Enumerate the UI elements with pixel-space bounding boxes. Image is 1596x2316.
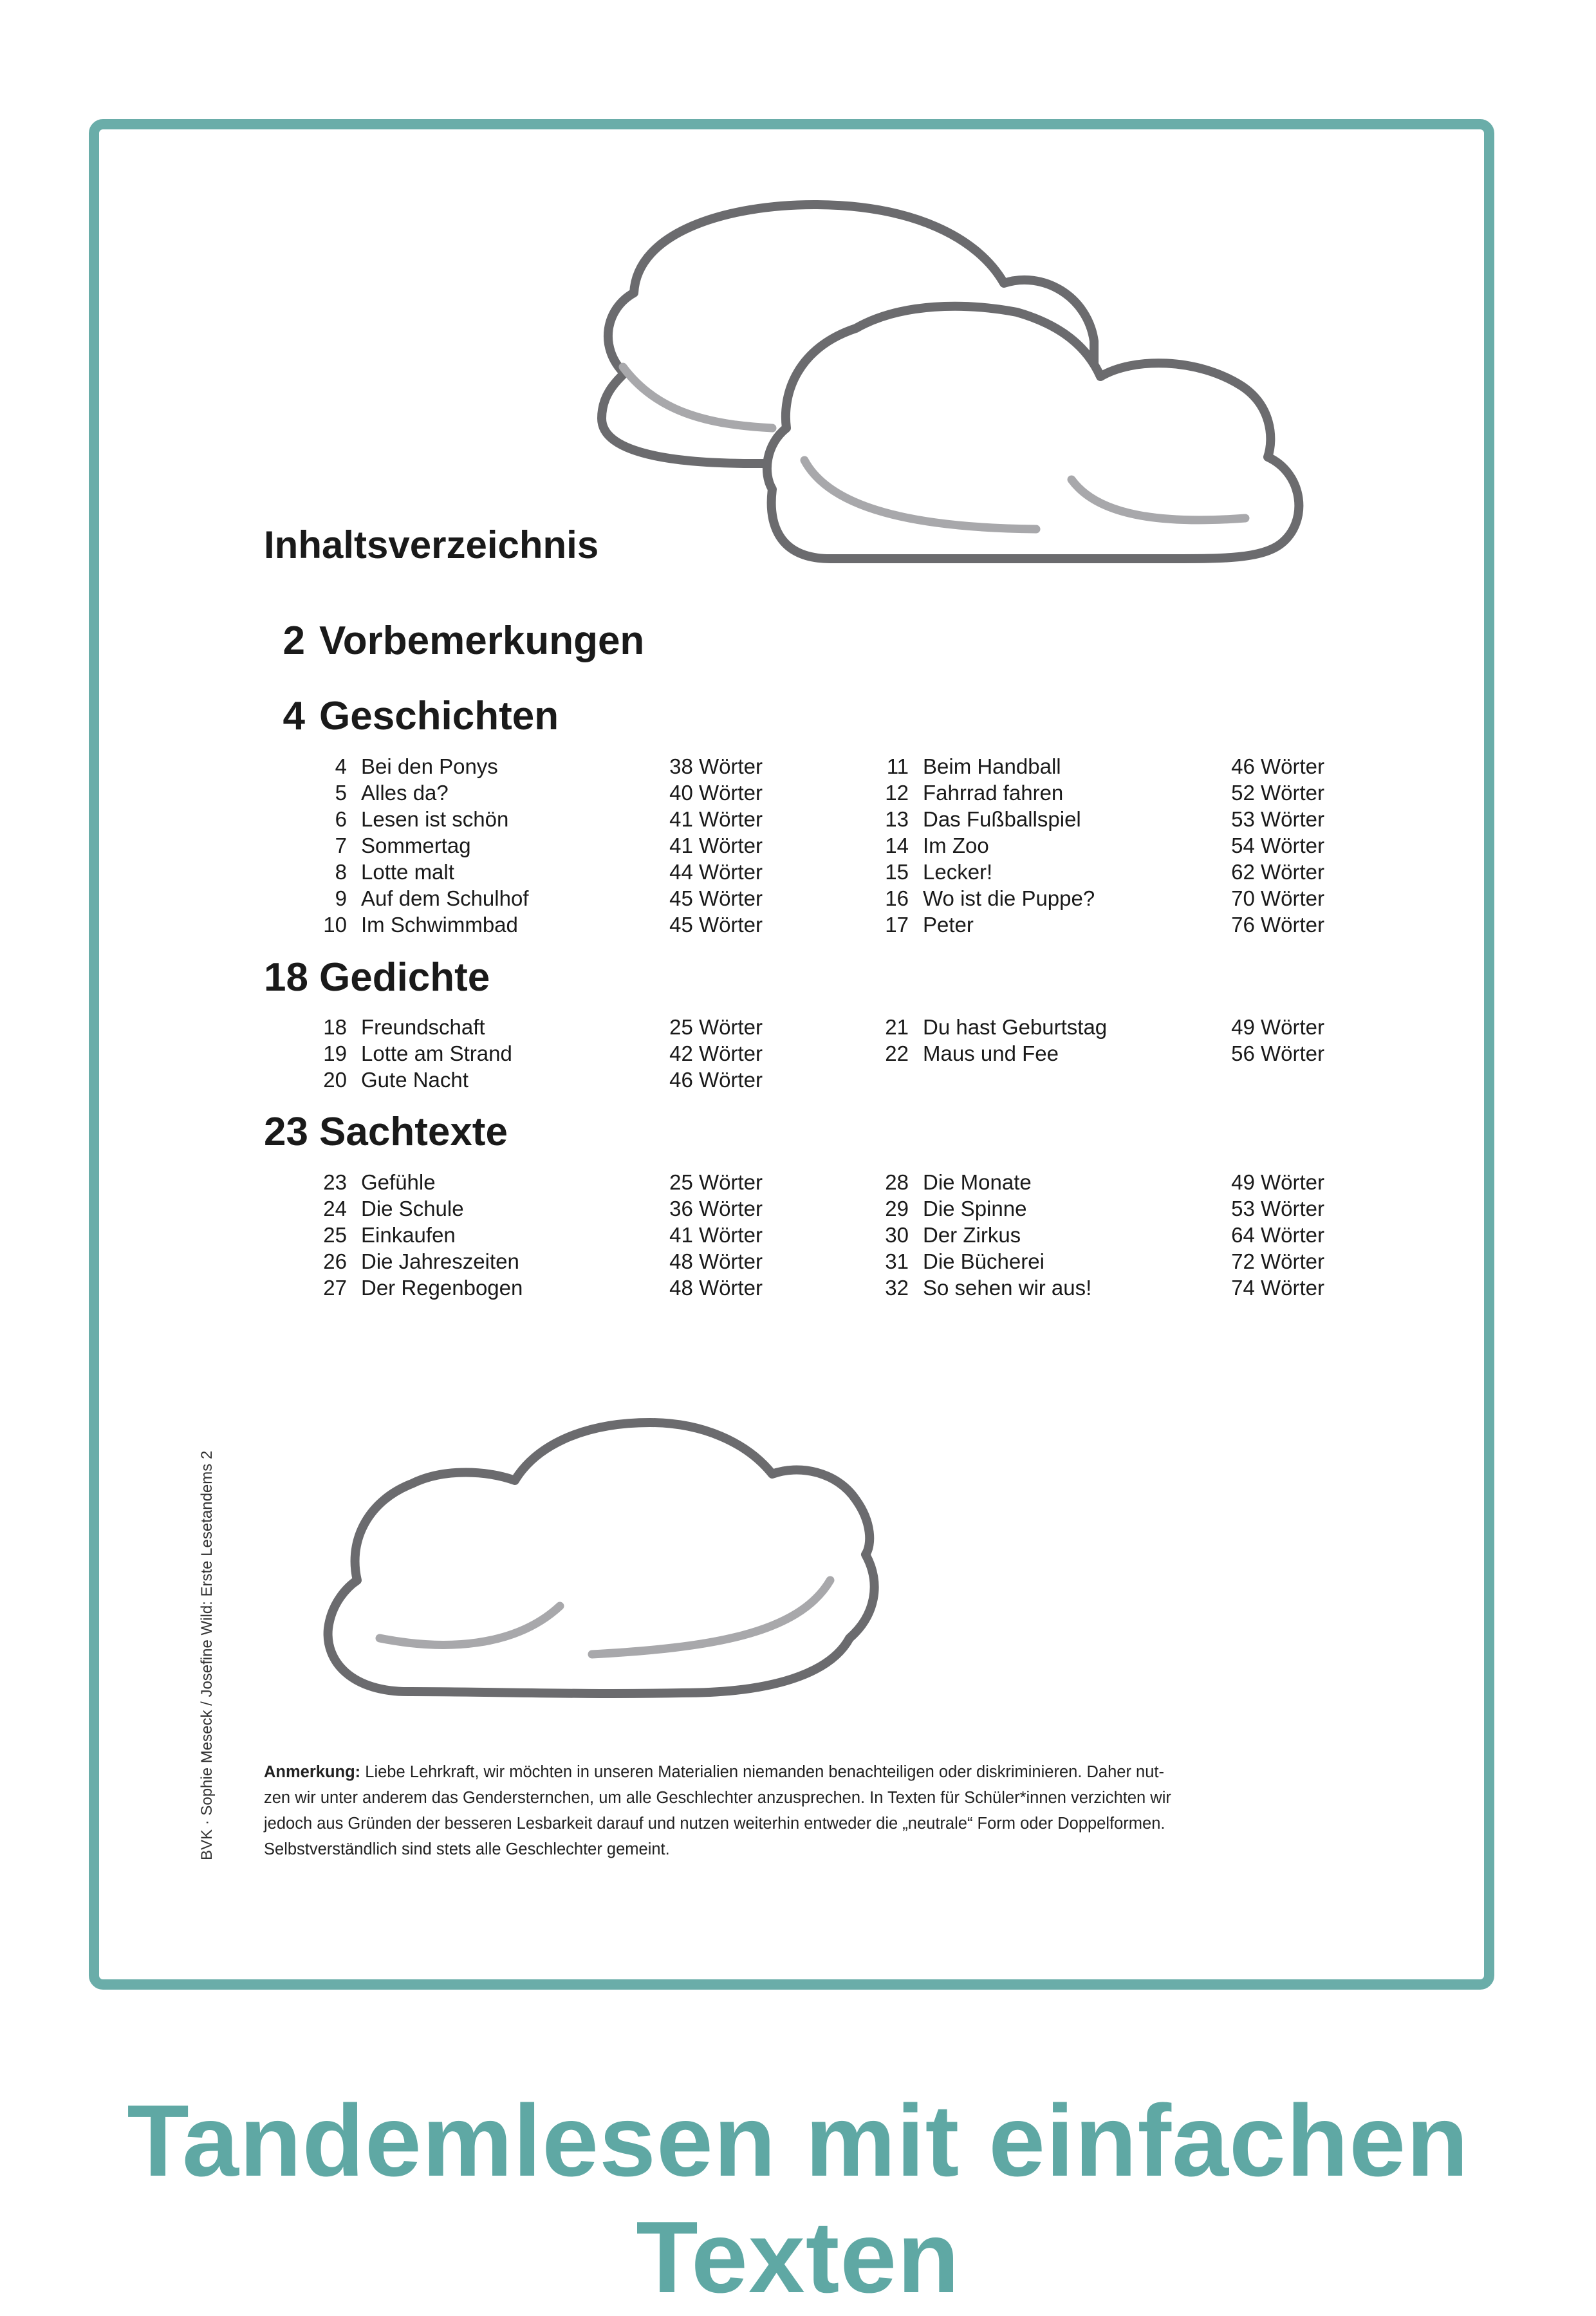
section-sachtexte <box>264 1109 508 1155</box>
entry-title: Alles da? <box>361 781 449 805</box>
entry-page-number: 25 <box>323 1223 347 1247</box>
toc-entry <box>861 1169 1324 1195</box>
entry-title: Wo ist die Puppe? <box>923 886 1095 910</box>
entry-word-count: 46 Wörter <box>669 1068 763 1092</box>
entry-word-count: 53 Wörter <box>1231 1197 1324 1220</box>
toc-entry <box>299 1014 763 1040</box>
section-title: Geschichten <box>319 694 559 738</box>
toc-entry <box>299 1040 763 1067</box>
side-credit: BVK · Sophie Meseck / Josefine Wild: Erste Lesetandems 2 <box>198 1450 216 1860</box>
toc-entry <box>299 859 763 885</box>
toc-entry <box>299 911 763 938</box>
entry-word-count: 56 Wörter <box>1231 1041 1324 1065</box>
entry-title: Das Fußballspiel <box>923 807 1081 831</box>
cloud-top-front-icon <box>767 306 1299 559</box>
entry-page-number: 24 <box>323 1197 347 1220</box>
toc-entry <box>299 885 763 911</box>
toc-entry <box>299 832 763 859</box>
toc-entry <box>861 1195 1324 1222</box>
entry-word-count: 72 Wörter <box>1231 1249 1324 1273</box>
footer-title: Tandemlesen mit einfachen Texten <box>127 2084 1469 2314</box>
section-title: Gedichte <box>319 955 490 1000</box>
entry-word-count: 76 Wörter <box>1231 913 1324 937</box>
entry-title: Die Spinne <box>923 1197 1027 1220</box>
entry-title: Der Regenbogen <box>361 1276 523 1300</box>
entry-title: Maus und Fee <box>923 1041 1059 1065</box>
toc-entry <box>299 806 763 832</box>
section-geschichten <box>264 693 559 739</box>
toc-entry <box>299 1195 763 1222</box>
entry-word-count: 74 Wörter <box>1231 1276 1324 1300</box>
entry-title: Fahrrad fahren <box>923 781 1064 805</box>
section-number: 23 <box>264 1110 308 1154</box>
entry-title: Die Bücherei <box>923 1249 1044 1273</box>
toc-entry <box>299 1248 763 1275</box>
toc-title: Inhaltsverzeichnis <box>264 523 599 566</box>
entry-page-number: 8 <box>335 860 347 884</box>
entry-title: Lecker! <box>923 860 993 884</box>
entry-word-count: 45 Wörter <box>669 886 763 910</box>
cloud-bottom-icon <box>328 1423 875 1694</box>
note-label: Anmerkung: <box>264 1763 361 1781</box>
entry-word-count: 38 Wörter <box>669 754 763 778</box>
entry-title: Gefühle <box>361 1170 436 1194</box>
entry-word-count: 36 Wörter <box>669 1197 763 1220</box>
entry-page-number: 14 <box>885 834 909 857</box>
entry-word-count: 40 Wörter <box>669 781 763 805</box>
toc-entry <box>299 753 763 780</box>
entry-page-number: 15 <box>885 860 909 884</box>
toc-entry <box>861 1014 1324 1040</box>
entry-word-count: 54 Wörter <box>1231 834 1324 857</box>
section-gedichte <box>264 955 490 1000</box>
entry-page-number: 12 <box>885 781 909 805</box>
entry-page-number: 4 <box>335 754 347 778</box>
note-line: Selbstverständlich sind stets alle Geschlechter gemeint. <box>264 1840 670 1858</box>
toc-entry <box>299 780 763 806</box>
entry-page-number: 6 <box>335 807 347 831</box>
entry-page-number: 28 <box>885 1170 909 1194</box>
entry-title: Im Schwimmbad <box>361 913 518 937</box>
entry-word-count: 41 Wörter <box>669 1223 763 1247</box>
entry-page-number: 31 <box>885 1249 909 1273</box>
toc-entry <box>299 1067 763 1093</box>
entry-word-count: 53 Wörter <box>1231 807 1324 831</box>
entry-title: Der Zirkus <box>923 1223 1021 1247</box>
entry-word-count: 48 Wörter <box>669 1276 763 1300</box>
entry-word-count: 49 Wörter <box>1231 1015 1324 1039</box>
entry-page-number: 5 <box>335 781 347 805</box>
entry-page-number: 10 <box>323 913 347 937</box>
entry-title: Bei den Ponys <box>361 754 498 778</box>
entry-page-number: 27 <box>323 1276 347 1300</box>
entry-word-count: 41 Wörter <box>669 834 763 857</box>
entry-page-number: 21 <box>885 1015 909 1039</box>
note-paragraph <box>264 1759 1268 1862</box>
entry-page-number: 18 <box>323 1015 347 1039</box>
entry-page-number: 32 <box>885 1276 909 1300</box>
entry-word-count: 46 Wörter <box>1231 754 1324 778</box>
toc-entry <box>861 806 1324 832</box>
entry-title: Die Jahreszeiten <box>361 1249 519 1273</box>
entry-page-number: 19 <box>323 1041 347 1065</box>
entry-word-count: 45 Wörter <box>669 913 763 937</box>
section-title: Vorbemerkungen <box>319 619 645 663</box>
entry-page-number: 22 <box>885 1041 909 1065</box>
toc-entry <box>861 832 1324 859</box>
section-vorbemerkungen <box>264 618 644 664</box>
entry-title: Lotte am Strand <box>361 1041 512 1065</box>
note-line: zen wir unter anderem das Gendersternchen, um alle Geschlechter anzusprechen. In Texten für Schüler*innen verzichten wir <box>264 1789 1171 1807</box>
entry-title: Peter <box>923 913 974 937</box>
toc-entry <box>861 859 1324 885</box>
toc-entry <box>861 1222 1324 1248</box>
entry-title: Du hast Geburtstag <box>923 1015 1108 1039</box>
section-title: Sachtexte <box>319 1110 508 1154</box>
entry-title: Lotte malt <box>361 860 454 884</box>
note-line: Liebe Lehrkraft, wir möchten in unseren Materialien niemanden benachteiligen oder diskriminieren. Daher nut- <box>365 1763 1164 1781</box>
note-line: jedoch aus Gründen der besseren Lesbarkeit darauf und nutzen weiterhin entweder die „neutrale“ Form oder Doppelformen. <box>264 1815 1165 1833</box>
entry-page-number: 29 <box>885 1197 909 1220</box>
entry-title: Die Schule <box>361 1197 464 1220</box>
entry-page-number: 16 <box>885 886 909 910</box>
entry-page-number: 26 <box>323 1249 347 1273</box>
toc-entry <box>861 1275 1324 1301</box>
entry-word-count: 48 Wörter <box>669 1249 763 1273</box>
entry-title: Im Zoo <box>923 834 989 857</box>
entry-title: Gute Nacht <box>361 1068 469 1092</box>
entry-word-count: 42 Wörter <box>669 1041 763 1065</box>
entry-word-count: 52 Wörter <box>1231 781 1324 805</box>
entry-word-count: 41 Wörter <box>669 807 763 831</box>
entry-page-number: 9 <box>335 886 347 910</box>
toc-entry <box>299 1222 763 1248</box>
toc-entry <box>861 780 1324 806</box>
entry-page-number: 30 <box>885 1223 909 1247</box>
toc-entry <box>299 1169 763 1195</box>
entry-title: Sommertag <box>361 834 471 857</box>
entry-title: Lesen ist schön <box>361 807 509 831</box>
toc-entry <box>861 1248 1324 1275</box>
entry-word-count: 25 Wörter <box>669 1015 763 1039</box>
entry-word-count: 70 Wörter <box>1231 886 1324 910</box>
entry-page-number: 13 <box>885 807 909 831</box>
entry-word-count: 62 Wörter <box>1231 860 1324 884</box>
entry-page-number: 23 <box>323 1170 347 1194</box>
entry-page-number: 20 <box>323 1068 347 1092</box>
toc-entry <box>861 1040 1324 1067</box>
entry-page-number: 7 <box>335 834 347 857</box>
section-number: 2 <box>283 619 305 663</box>
entry-title: Die Monate <box>923 1170 1032 1194</box>
entry-word-count: 64 Wörter <box>1231 1223 1324 1247</box>
section-number: 18 <box>264 955 308 1000</box>
entry-page-number: 17 <box>885 913 909 937</box>
toc-entry <box>861 753 1324 780</box>
entry-word-count: 44 Wörter <box>669 860 763 884</box>
entry-title: Freundschaft <box>361 1015 485 1039</box>
entry-title: Einkaufen <box>361 1223 456 1247</box>
entry-title: Auf dem Schulhof <box>361 886 529 910</box>
section-number: 4 <box>283 694 305 738</box>
entry-title: So sehen wir aus! <box>923 1276 1092 1300</box>
toc-entry <box>861 885 1324 911</box>
entry-word-count: 25 Wörter <box>669 1170 763 1194</box>
entry-title: Beim Handball <box>923 754 1061 778</box>
entry-word-count: 49 Wörter <box>1231 1170 1324 1194</box>
toc-entry <box>299 1275 763 1301</box>
toc-entry <box>861 911 1324 938</box>
entry-page-number: 11 <box>886 754 909 778</box>
